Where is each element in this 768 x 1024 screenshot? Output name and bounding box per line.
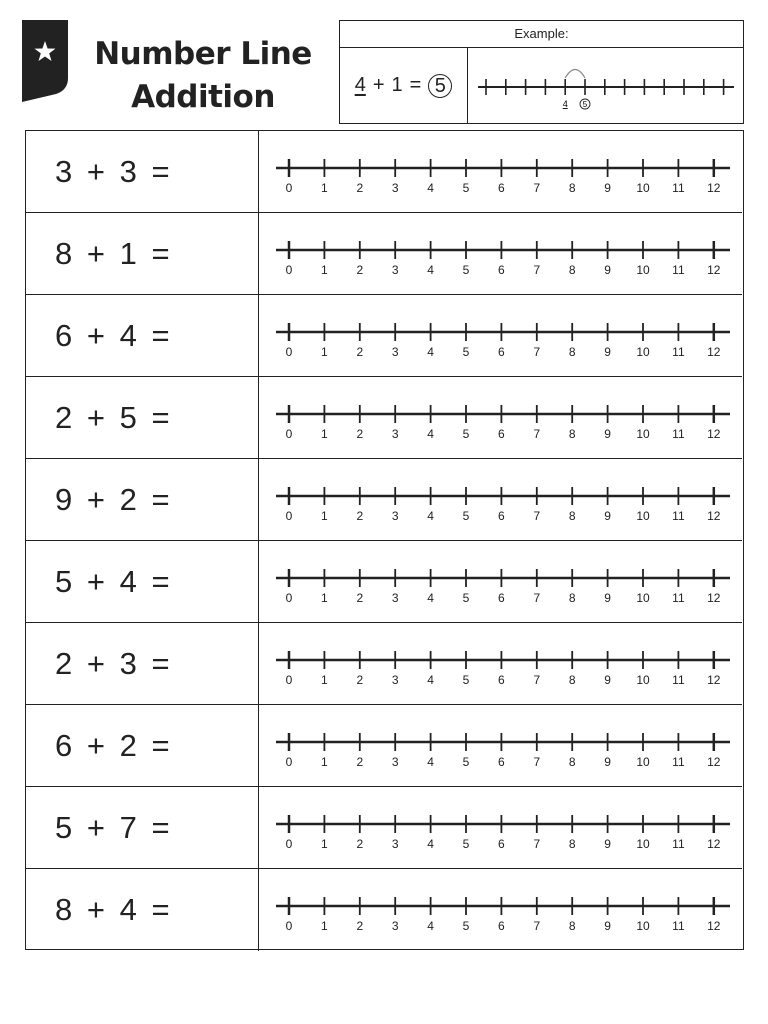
- number-line-label: 11: [672, 427, 685, 441]
- number-line-label: 7: [533, 345, 541, 359]
- number-line-label: 1: [321, 591, 328, 605]
- number-line: [259, 787, 742, 868]
- title-line-2: Addition: [131, 79, 275, 115]
- question-operator: +: [86, 728, 105, 763]
- number-line-label: 7: [533, 837, 541, 851]
- number-line-label: 5: [462, 755, 470, 769]
- question-cell: [26, 459, 259, 540]
- number-line-label: 10: [636, 673, 650, 687]
- number-line-label: 11: [672, 263, 685, 277]
- title-line-1: Number Line: [94, 36, 312, 72]
- number-line-label: 9: [604, 181, 611, 195]
- number-line-label: 0: [285, 591, 293, 605]
- number-line-label: 11: [672, 673, 685, 687]
- number-line-svg: [259, 295, 742, 377]
- number-line-label: 5: [462, 181, 470, 195]
- number-line-label: 9: [604, 837, 611, 851]
- question-cell: [26, 131, 259, 212]
- number-line-label: 0: [285, 673, 293, 687]
- question-equals: =: [151, 728, 170, 763]
- question-cell: [26, 623, 259, 704]
- number-line-label: 5: [462, 591, 470, 605]
- number-line-label: 2: [356, 837, 364, 851]
- number-line-label: 3: [391, 673, 399, 687]
- number-line: [259, 623, 742, 704]
- number-line-label: 2: [356, 427, 364, 441]
- question-equals: =: [151, 810, 170, 845]
- number-line-svg: [259, 213, 742, 295]
- number-line-label: 9: [604, 755, 611, 769]
- question-second-number: 4: [119, 318, 137, 353]
- number-line-label: 4: [427, 919, 434, 933]
- number-line-label: 12: [707, 181, 721, 195]
- number-line-label: 9: [604, 919, 611, 933]
- number-line-svg: [259, 541, 742, 623]
- number-line-label: 8: [568, 345, 576, 359]
- number-line-label: 0: [285, 181, 293, 195]
- question-cell: [26, 213, 259, 294]
- number-line-label: 6: [498, 345, 505, 359]
- number-line-label: 6: [498, 427, 505, 441]
- number-line-label: 1: [321, 837, 328, 851]
- number-line-label: 3: [391, 263, 399, 277]
- example-number-line-svg: [468, 48, 744, 124]
- question-cell: [26, 705, 259, 786]
- number-line-label: 10: [636, 837, 650, 851]
- number-line-label: 5: [462, 673, 470, 687]
- question-first-number: 6: [55, 728, 73, 763]
- number-line-label: 0: [285, 919, 293, 933]
- question-second-number: 3: [119, 154, 137, 189]
- example-box: [339, 20, 744, 124]
- question-operator: +: [86, 646, 105, 681]
- example-answer-label: 5: [582, 100, 588, 109]
- number-line-svg: [259, 131, 742, 213]
- question-equals: =: [151, 646, 170, 681]
- question-equals: =: [151, 892, 170, 927]
- question-row: [26, 377, 742, 459]
- number-line-label: 4: [427, 509, 434, 523]
- number-line-label: 6: [498, 919, 505, 933]
- question-operator: +: [86, 400, 105, 435]
- question-first-number: 2: [55, 646, 73, 681]
- number-line-label: 2: [356, 919, 364, 933]
- number-line-label: 8: [568, 427, 576, 441]
- number-line-label: 1: [321, 919, 328, 933]
- question-first-number: 8: [55, 236, 73, 271]
- number-line-label: 11: [672, 755, 685, 769]
- number-line-label: 10: [636, 263, 650, 277]
- number-line-label: 5: [462, 345, 470, 359]
- number-line-svg: [259, 869, 742, 951]
- number-line: [259, 295, 742, 376]
- question-first-number: 6: [55, 318, 73, 353]
- number-line-label: 0: [285, 837, 293, 851]
- question-first-number: 5: [55, 564, 73, 599]
- number-line: [259, 541, 742, 622]
- question-first-number: 3: [55, 154, 73, 189]
- example-equation: [340, 48, 468, 123]
- number-line-label: 12: [707, 427, 721, 441]
- number-line-label: 2: [356, 591, 364, 605]
- number-line-label: 10: [636, 345, 650, 359]
- number-line-label: 5: [462, 919, 470, 933]
- number-line-label: 9: [604, 591, 611, 605]
- number-line-label: 4: [427, 181, 434, 195]
- question-cell: [26, 377, 259, 458]
- question-row: [26, 623, 742, 705]
- number-line-label: 10: [636, 919, 650, 933]
- number-line-label: 0: [285, 755, 293, 769]
- number-line-label: 11: [672, 345, 685, 359]
- question-cell: [26, 295, 259, 376]
- number-line-label: 2: [356, 345, 364, 359]
- number-line-label: 12: [707, 509, 721, 523]
- question-second-number: 5: [119, 400, 137, 435]
- example-equals: =: [409, 74, 422, 96]
- number-line-label: 0: [285, 345, 293, 359]
- number-line-label: 12: [707, 755, 721, 769]
- number-line-label: 8: [568, 509, 576, 523]
- number-line-label: 1: [321, 181, 328, 195]
- example-heading: Example:: [340, 21, 743, 48]
- number-line-label: 12: [707, 345, 721, 359]
- number-line-label: 5: [462, 263, 470, 277]
- number-line-label: 8: [568, 263, 576, 277]
- number-line-label: 3: [391, 427, 399, 441]
- number-line-label: 8: [568, 673, 576, 687]
- number-line-svg: [259, 459, 742, 541]
- number-line-label: 8: [568, 181, 576, 195]
- number-line-label: 0: [285, 263, 293, 277]
- number-line-label: 6: [498, 181, 505, 195]
- number-line-label: 8: [568, 755, 576, 769]
- number-line-label: 11: [672, 837, 685, 851]
- number-line-label: 4: [427, 837, 434, 851]
- number-line-label: 6: [498, 755, 505, 769]
- number-line-label: 10: [636, 509, 650, 523]
- number-line-label: 3: [391, 509, 399, 523]
- number-line-label: 5: [462, 427, 470, 441]
- number-line-label: 6: [498, 263, 505, 277]
- number-line-label: 8: [568, 591, 576, 605]
- question-row: [26, 213, 742, 295]
- number-line-label: 10: [636, 427, 650, 441]
- number-line-label: 4: [427, 345, 434, 359]
- example-answer: 5: [428, 74, 452, 98]
- question-operator: +: [86, 892, 105, 927]
- question-row: [26, 295, 742, 377]
- number-line-label: 3: [391, 837, 399, 851]
- question-operator: +: [86, 482, 105, 517]
- number-line-label: 9: [604, 673, 611, 687]
- number-line-label: 2: [356, 263, 364, 277]
- number-line-label: 8: [568, 837, 576, 851]
- number-line-label: 1: [321, 263, 328, 277]
- number-line-label: 1: [321, 673, 328, 687]
- question-equals: =: [151, 564, 170, 599]
- question-equals: =: [151, 318, 170, 353]
- question-second-number: 1: [119, 236, 137, 271]
- number-line-label: 3: [391, 181, 399, 195]
- example-number-line: [468, 48, 743, 123]
- number-line-label: 12: [707, 591, 721, 605]
- number-line-label: 6: [498, 591, 505, 605]
- number-line-svg: [259, 377, 742, 459]
- number-line-label: 12: [707, 263, 721, 277]
- number-line-label: 2: [356, 509, 364, 523]
- number-line-svg: [259, 705, 742, 787]
- question-operator: +: [86, 154, 105, 189]
- number-line: [259, 705, 742, 786]
- number-line-label: 9: [604, 345, 611, 359]
- number-line: [259, 213, 742, 294]
- questions-table: [25, 130, 744, 950]
- number-line-label: 10: [636, 591, 650, 605]
- question-cell: [26, 541, 259, 622]
- number-line-label: 2: [356, 673, 364, 687]
- number-line-label: 11: [672, 919, 685, 933]
- number-line-label: 6: [498, 837, 505, 851]
- example-body: [340, 48, 743, 123]
- question-row: [26, 131, 742, 213]
- number-line-label: 12: [707, 919, 721, 933]
- number-line-label: 10: [636, 181, 650, 195]
- number-line-label: 6: [498, 509, 505, 523]
- number-line-svg: [259, 787, 742, 869]
- number-line-label: 1: [321, 345, 328, 359]
- number-line-label: 4: [427, 673, 434, 687]
- question-row: [26, 541, 742, 623]
- question-equals: =: [151, 236, 170, 271]
- question-first-number: 9: [55, 482, 73, 517]
- number-line-label: 1: [321, 509, 328, 523]
- number-line: [259, 377, 742, 458]
- question-first-number: 8: [55, 892, 73, 927]
- question-second-number: 4: [119, 564, 137, 599]
- number-line-label: 7: [533, 591, 541, 605]
- number-line: [259, 131, 742, 212]
- number-line-label: 9: [604, 263, 611, 277]
- number-line-label: 1: [321, 427, 328, 441]
- number-line: [259, 869, 742, 951]
- number-line-label: 7: [533, 673, 541, 687]
- question-cell: [26, 869, 259, 951]
- question-second-number: 3: [119, 646, 137, 681]
- number-line-svg: [259, 623, 742, 705]
- question-row: [26, 787, 742, 869]
- number-line-label: 7: [533, 509, 541, 523]
- number-line-label: 11: [672, 181, 685, 195]
- number-line-label: 7: [533, 755, 541, 769]
- number-line-label: 3: [391, 919, 399, 933]
- question-operator: +: [86, 318, 105, 353]
- number-line-label: 7: [533, 427, 541, 441]
- example-jump-arc: [565, 70, 585, 79]
- number-line-label: 11: [672, 509, 685, 523]
- example-start: 4: [354, 74, 366, 96]
- number-line-label: 5: [462, 837, 470, 851]
- number-line-label: 12: [707, 837, 721, 851]
- number-line-label: 0: [285, 509, 293, 523]
- number-line-label: 4: [427, 591, 434, 605]
- example-start-label: 4: [562, 99, 568, 109]
- question-first-number: 2: [55, 400, 73, 435]
- question-operator: +: [86, 564, 105, 599]
- page-title: [78, 33, 328, 119]
- question-operator: +: [86, 810, 105, 845]
- header-badge: [22, 20, 68, 102]
- number-line-label: 0: [285, 427, 293, 441]
- example-plus: +: [372, 74, 385, 96]
- question-second-number: 2: [119, 728, 137, 763]
- number-line-label: 9: [604, 509, 611, 523]
- question-cell: [26, 787, 259, 868]
- number-line-label: 4: [427, 427, 434, 441]
- number-line-label: 9: [604, 427, 611, 441]
- number-line-label: 4: [427, 263, 434, 277]
- question-second-number: 2: [119, 482, 137, 517]
- number-line-label: 2: [356, 181, 364, 195]
- number-line-label: 3: [391, 591, 399, 605]
- number-line-label: 5: [462, 509, 470, 523]
- number-line-label: 4: [427, 755, 434, 769]
- question-equals: =: [151, 154, 170, 189]
- example-addend: 1: [391, 74, 403, 96]
- question-row: [26, 869, 742, 951]
- number-line-label: 12: [707, 673, 721, 687]
- question-row: [26, 705, 742, 787]
- question-operator: +: [86, 236, 105, 271]
- question-first-number: 5: [55, 810, 73, 845]
- question-second-number: 7: [119, 810, 137, 845]
- number-line-label: 7: [533, 263, 541, 277]
- number-line: [259, 459, 742, 540]
- question-second-number: 4: [119, 892, 137, 927]
- question-equals: =: [151, 482, 170, 517]
- star-icon: [22, 20, 68, 102]
- number-line-label: 3: [391, 345, 399, 359]
- number-line-label: 1: [321, 755, 328, 769]
- number-line-label: 10: [636, 755, 650, 769]
- number-line-label: 7: [533, 919, 541, 933]
- question-equals: =: [151, 400, 170, 435]
- number-line-label: 7: [533, 181, 541, 195]
- number-line-label: 3: [391, 755, 399, 769]
- question-row: [26, 459, 742, 541]
- number-line-label: 11: [672, 591, 685, 605]
- number-line-label: 6: [498, 673, 505, 687]
- number-line-label: 2: [356, 755, 364, 769]
- number-line-label: 8: [568, 919, 576, 933]
